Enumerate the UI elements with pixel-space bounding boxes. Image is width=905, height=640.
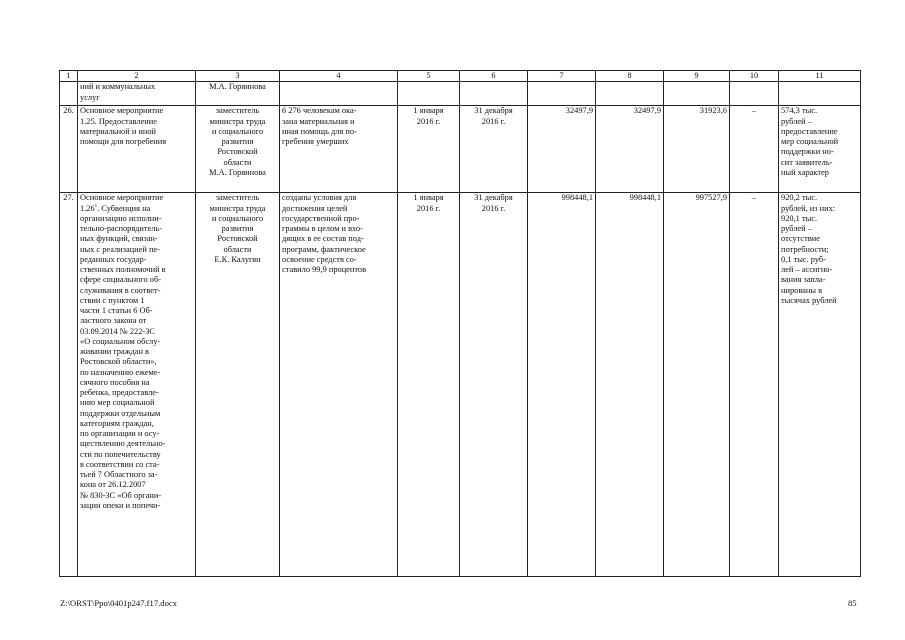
table-row <box>60 193 861 577</box>
responsible-cell: заместитель министра труда и социального развития Ростовской области М.А. Горяинова <box>196 106 280 193</box>
value-cell: 32497,9 <box>528 106 596 193</box>
start-date-cell: 1 января 2016 г. <box>398 193 460 577</box>
value-cell: 997527,9 <box>664 193 730 577</box>
page-number: 85 <box>848 598 857 608</box>
row-number-cell: 26. <box>60 106 78 193</box>
column-number-row <box>60 71 861 82</box>
column-header: 8 <box>596 71 664 82</box>
value-cell: – <box>730 106 779 193</box>
measure-cell <box>78 193 196 577</box>
end-date-cell: 31 декабря 2016 г. <box>460 106 528 193</box>
value-cell: – <box>730 193 779 577</box>
column-header: 11 <box>779 71 861 82</box>
column-header: 7 <box>528 71 596 82</box>
start-date-cell <box>398 82 460 106</box>
start-date-cell: 1 января 2016 г. <box>398 106 460 193</box>
column-header: 6 <box>460 71 528 82</box>
value-cell: 31923,6 <box>664 106 730 193</box>
table-row <box>60 82 861 106</box>
note-cell: 574,3 тыс. рублей – предоставление мер социальной поддержки но- сит заявитель- ный характер <box>779 106 861 193</box>
responsible-cell: М.А. Горяинова <box>196 82 280 106</box>
column-header: 2 <box>78 71 196 82</box>
measure-cell: Основное мероприятие 1.25. Предоставление материальной и иной помощи для погребения <box>78 106 196 193</box>
note-cell <box>779 82 861 106</box>
table-row <box>60 106 861 193</box>
result-cell <box>280 82 398 106</box>
end-date-cell: 31 декабря 2016 г. <box>460 193 528 577</box>
value-cell <box>730 82 779 106</box>
row-number-cell <box>60 82 78 106</box>
value-cell: 32497,9 <box>596 106 664 193</box>
footnote-mark: 1 <box>94 203 98 209</box>
value-cell: 998448,1 <box>528 193 596 577</box>
report-table <box>59 70 861 577</box>
value-cell <box>528 82 596 106</box>
responsible-cell: заместитель министра труда и социального развития Ростовской области Е.К. Калугян <box>196 193 280 577</box>
measure-text: . Субвенция на организацию исполни- тельно-распорядитель- ных функций, связан- ных с реализацией пе- реданных государ- ственных полномочий в сфере социального об- служивания в соответ- ствии с пунктом 1 части 1 статьи 6 Об- ластного закона от 03.09.2014 № 222-ЗС «О социальном обслу- живании граждан в Ростовской области», по назначению ежеме- сячного пособия на ребенка, предоставле- нию мер социальной поддержки отдельным категориям граждан, по организации и осу- ществлению деятельно- сти по попечительству в соответствии со ста- тьей 7 Областного за- кона от 26.12.2007 № 830-ЗС «Об органи- зации опеки и попечи- <box>80 203 166 510</box>
result-cell: созданы условия для достижения целей государственной про- граммы в целом и вхо- дящих в ее состав под- программ, фактическое освоение средств со- ставило 99,9 процентов <box>280 193 398 577</box>
column-header: 9 <box>664 71 730 82</box>
value-cell <box>664 82 730 106</box>
column-header: 1 <box>60 71 78 82</box>
column-header: 3 <box>196 71 280 82</box>
value-cell <box>596 82 664 106</box>
end-date-cell <box>460 82 528 106</box>
row-number-cell: 27. <box>60 193 78 577</box>
file-path: Z:\ORST\Ppo\0401p247.f17.docx <box>60 598 177 608</box>
column-header: 10 <box>730 71 779 82</box>
value-cell: 998448,1 <box>596 193 664 577</box>
column-header: 5 <box>398 71 460 82</box>
measure-cell: ний и коммунальных услуг <box>78 82 196 106</box>
note-cell: 920,2 тыс. рублей, из них: 920,1 тыс. рублей – отсутствие потребности; 0,1 тыс. руб- лей – ассигно- вания запла- нированы в тысячах рублей <box>779 193 861 577</box>
result-cell: 6 276 человекам ока- зана материальная и иная помощь для по- гребения умерших <box>280 106 398 193</box>
column-header: 4 <box>280 71 398 82</box>
measure-title: Основное мероприятие 1.26 <box>80 193 164 213</box>
